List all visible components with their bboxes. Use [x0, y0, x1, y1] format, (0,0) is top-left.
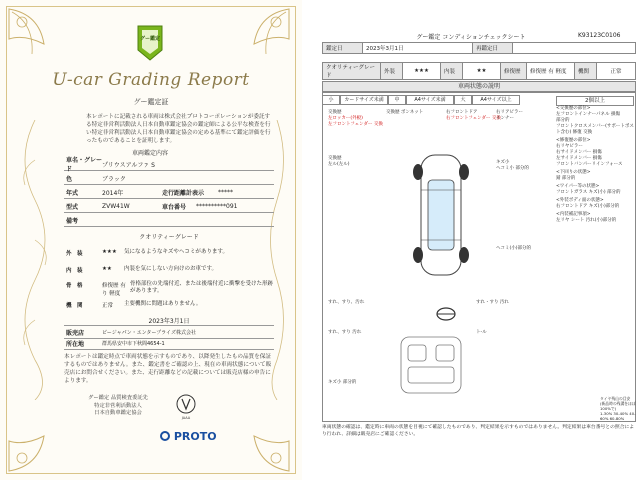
- condition-note: 交換歴 ボンネット: [386, 110, 424, 115]
- remark-line: <外装ボディ面の状態>: [556, 198, 604, 203]
- year-row: [64, 186, 274, 199]
- issuer-line: 特定非営利活動法人: [94, 402, 142, 409]
- rating-description: 気になるようなキズやヘコミがあります。: [124, 249, 228, 255]
- remark-line: <内装補記事項>: [556, 212, 591, 217]
- remark-line: 右リヤピラー: [556, 144, 583, 149]
- grade-summary-table: [322, 62, 636, 80]
- remark-line: 右フロントドア キズ(小)部分的: [556, 204, 620, 209]
- year-label: 年式: [66, 189, 79, 197]
- model-row: [64, 200, 274, 213]
- proto-label: PROTO: [173, 430, 217, 443]
- remark-line: フロントバンパーリインフォース: [556, 162, 623, 167]
- count-box: 2個以上: [556, 96, 634, 106]
- remarks-column: [556, 106, 634, 224]
- repair-history-label: 修復歴: [501, 63, 527, 80]
- condition-note: ヘコミ(小)部分的: [496, 246, 532, 251]
- condition-note: 左ロッカー(外板): [328, 116, 363, 121]
- appraisal-date-value: 2023年3月1日: [363, 43, 473, 54]
- grading-certificate: [0, 0, 302, 480]
- remark-line: フロントガラス キズ(小) 部分的: [556, 190, 621, 195]
- certificate-intro: 本レポートに記載される車両は株式会社プロトコーポレーションが委託する特定非営利活動法人日本自動車鑑定協会の鑑定師による公平な検査を行い特定非営利活動法人日本自動車鑑定協会の定める基準にて鑑定評価を行ったものであることを証明します。: [86, 114, 271, 144]
- engine-label: 機関: [575, 63, 597, 80]
- condition-note: 左フロントフェンダー 交換: [328, 122, 383, 127]
- legend-large-desc: A4サイズ以上: [472, 95, 520, 105]
- legend-medium-desc: A4サイズ未満: [406, 95, 454, 105]
- frame-number-value: **********091: [196, 202, 238, 210]
- notes-row: [64, 214, 274, 227]
- model-value: ZVW41W: [102, 202, 130, 210]
- condition-note: 右フロントドア: [446, 110, 478, 115]
- appraisal-date-label: 鑑定日: [323, 43, 363, 54]
- condition-note: キズ小: [496, 160, 510, 165]
- reappraisal-date-label: 再鑑定日: [473, 43, 513, 54]
- issuer-line: グー鑑定 品質検査委託先: [88, 395, 148, 401]
- tire-guide-scale: 1-30% 30-40% 40-60% 60-80%: [600, 411, 636, 421]
- rating-description: 主要機関に問題はありません。: [124, 301, 202, 307]
- condition-note: すれ、すり、汚れ: [328, 300, 365, 305]
- rating-stars: ★★★: [102, 249, 117, 255]
- year-value: 2014年: [102, 189, 124, 197]
- interior-label: 内装: [441, 63, 463, 80]
- remark-line: フロントクロスメンバー(サポートポスト含む) 修復 交換: [556, 124, 634, 135]
- color-label: 色: [66, 175, 73, 183]
- remark-line: <修復歴の部位>: [556, 138, 591, 143]
- car-top-view-diagram: [396, 150, 486, 280]
- dealer-label: 販売店: [66, 329, 85, 337]
- certificate-footer: 本レポートは鑑定時点で車両状態を示すものであり、以降発生したもの品質を保証するものではありません。また、鑑定書をご確認の上、現在の車両状態について販売店にお問合せください。また、走行距離などの記載については販売店様の申告によります。: [64, 354, 272, 384]
- rating-description: 内装を気にしない方向けのお車です。: [124, 266, 218, 272]
- remark-line: 左フロントインナーパネル 損傷: [556, 112, 620, 117]
- sheet-disclaimer: 車両状態の確認は、鑑定時に車両の状態を目視にて確認したものであり、判定結果を示すものではありません。判定結果は車台番号との照合により行われ、詳細は販売店にご確認ください。: [322, 425, 635, 437]
- model-label: 型式: [66, 203, 79, 211]
- legend-small-desc: カードサイズ未満: [340, 95, 388, 105]
- interior-seat-diagram: [396, 335, 466, 395]
- tire-guide-title: タイヤ残山の目安 (新品時の残溝をほぼ100%で): [600, 396, 636, 411]
- issuer-block: [78, 395, 158, 418]
- rating-stars: 正常: [102, 303, 114, 309]
- remark-line: <交換歴の部位>: [556, 106, 591, 111]
- notes-label: 備考: [66, 217, 79, 225]
- quality-grade-label: クオリティーグレード: [323, 63, 381, 80]
- rating-label: 外 装: [66, 251, 83, 257]
- tire-tread-guide: [600, 396, 636, 421]
- legend-small: 小: [322, 95, 340, 105]
- mileage-value: *****: [218, 188, 233, 196]
- condition-note: ト-ル: [476, 330, 487, 335]
- remark-line: <ワイパー等の状態>: [556, 184, 600, 189]
- exterior-label: 外装: [381, 63, 403, 80]
- condition-note: 交換歴: [328, 110, 342, 115]
- top-right-ornament-icon: [224, 4, 294, 74]
- left-vine-ornament-icon: [10, 120, 60, 400]
- appraisal-date: 2023年3月1日: [64, 316, 274, 326]
- repair-history-value: 修復歴 有 軽度: [527, 63, 575, 80]
- exterior-value: ★★★: [403, 63, 441, 80]
- name-grade-row: [64, 158, 274, 171]
- top-left-ornament-icon: [4, 4, 74, 74]
- name-grade-value: プリウスアルファ S: [102, 161, 155, 169]
- name-grade-label: 車名・グレード: [66, 157, 103, 173]
- engine-value: 正常: [597, 63, 636, 80]
- color-row: [64, 172, 274, 185]
- proto-mark-icon: [160, 431, 170, 441]
- remark-line: 右サイドメンバー 損傷: [556, 150, 602, 155]
- appraisal-date-table: [322, 42, 636, 54]
- condition-note: 左ル(左ル): [328, 162, 350, 167]
- goo-appraisal-badge-icon: [136, 24, 164, 62]
- location-row: [64, 337, 274, 350]
- interior-value: ★★: [463, 63, 501, 80]
- rating-label: 骨 格: [66, 283, 83, 289]
- remark-line: 左サイドメンバー 損傷: [556, 156, 602, 161]
- rating-interior: [64, 266, 274, 274]
- rating-label: 機 関: [66, 303, 83, 309]
- condition-note: すれ・すり 汚れ: [476, 300, 509, 305]
- remark-line: 部分的: [556, 118, 570, 123]
- location-value: 群馬県安中市下秋間4654-1: [102, 340, 165, 347]
- quality-grade-heading: クオリティーグレード: [139, 234, 199, 241]
- frame-number-label: 車台番号: [162, 203, 187, 211]
- legend-large: 大: [454, 95, 472, 105]
- color-value: ブラック: [102, 175, 126, 183]
- jaaa-logo-icon: [175, 393, 197, 423]
- sheet-document-id: K93123C0106: [578, 32, 621, 39]
- damage-size-legend: [322, 95, 552, 105]
- condition-note: キズ小 部分的: [328, 380, 357, 385]
- condition-note: 右リアピラー: [496, 110, 523, 115]
- condition-check-sheet: [306, 0, 640, 480]
- bottom-right-ornament-icon: [224, 406, 294, 476]
- vehicle-content-caption: 車両鑑定内容: [131, 150, 168, 157]
- rating-frame: [64, 281, 274, 297]
- proto-logo: [160, 430, 217, 443]
- jaaa-label: JAAA: [181, 416, 191, 420]
- condition-note: すれ、すり 汚れ: [328, 330, 362, 335]
- rating-stars: 修復歴 有り 軽度: [102, 283, 126, 297]
- vehicle-condition-heading: 車両状態の説明: [322, 81, 636, 92]
- condition-note: 交換歴: [328, 156, 342, 161]
- certificate-title: U-car Grading Report: [52, 70, 250, 90]
- rating-stars: ★★: [102, 266, 112, 272]
- issuer-line: 日本自動車鑑定協会: [94, 410, 142, 416]
- condition-note: ヘコミ小 部分的: [496, 166, 529, 171]
- rating-engine: [64, 301, 274, 309]
- dealer-value: ビージャパン・エンタープライズ株式会社: [102, 329, 196, 336]
- reappraisal-date-value: [513, 43, 636, 54]
- rating-exterior: [64, 249, 274, 257]
- badge-label: グー鑑定: [139, 36, 160, 42]
- rating-label: 内 装: [66, 268, 83, 274]
- steering-wheel-icon: [436, 304, 456, 324]
- certificate-subtitle: グー鑑定証: [133, 98, 169, 106]
- bottom-left-ornament-icon: [4, 406, 74, 476]
- sheet-title: グー鑑定 コンディションチェックシート: [416, 34, 526, 41]
- location-label: 所在地: [66, 340, 85, 348]
- rating-description: 骨格部位の先端付近、または後端付近に衝撃を受けた形跡があります。: [130, 281, 274, 294]
- remark-line: 左リヤ シート 汚れ(小)部分的: [556, 218, 617, 223]
- remark-line: <下回りの状態>: [556, 170, 591, 175]
- condition-note: 右フロントフェンダー 交換: [446, 116, 501, 121]
- legend-medium: 中: [388, 95, 406, 105]
- mileage-label: 走行距離計表示: [162, 189, 205, 197]
- condition-note: インナー: [496, 116, 514, 121]
- remark-line: 錆 部分的: [556, 176, 576, 181]
